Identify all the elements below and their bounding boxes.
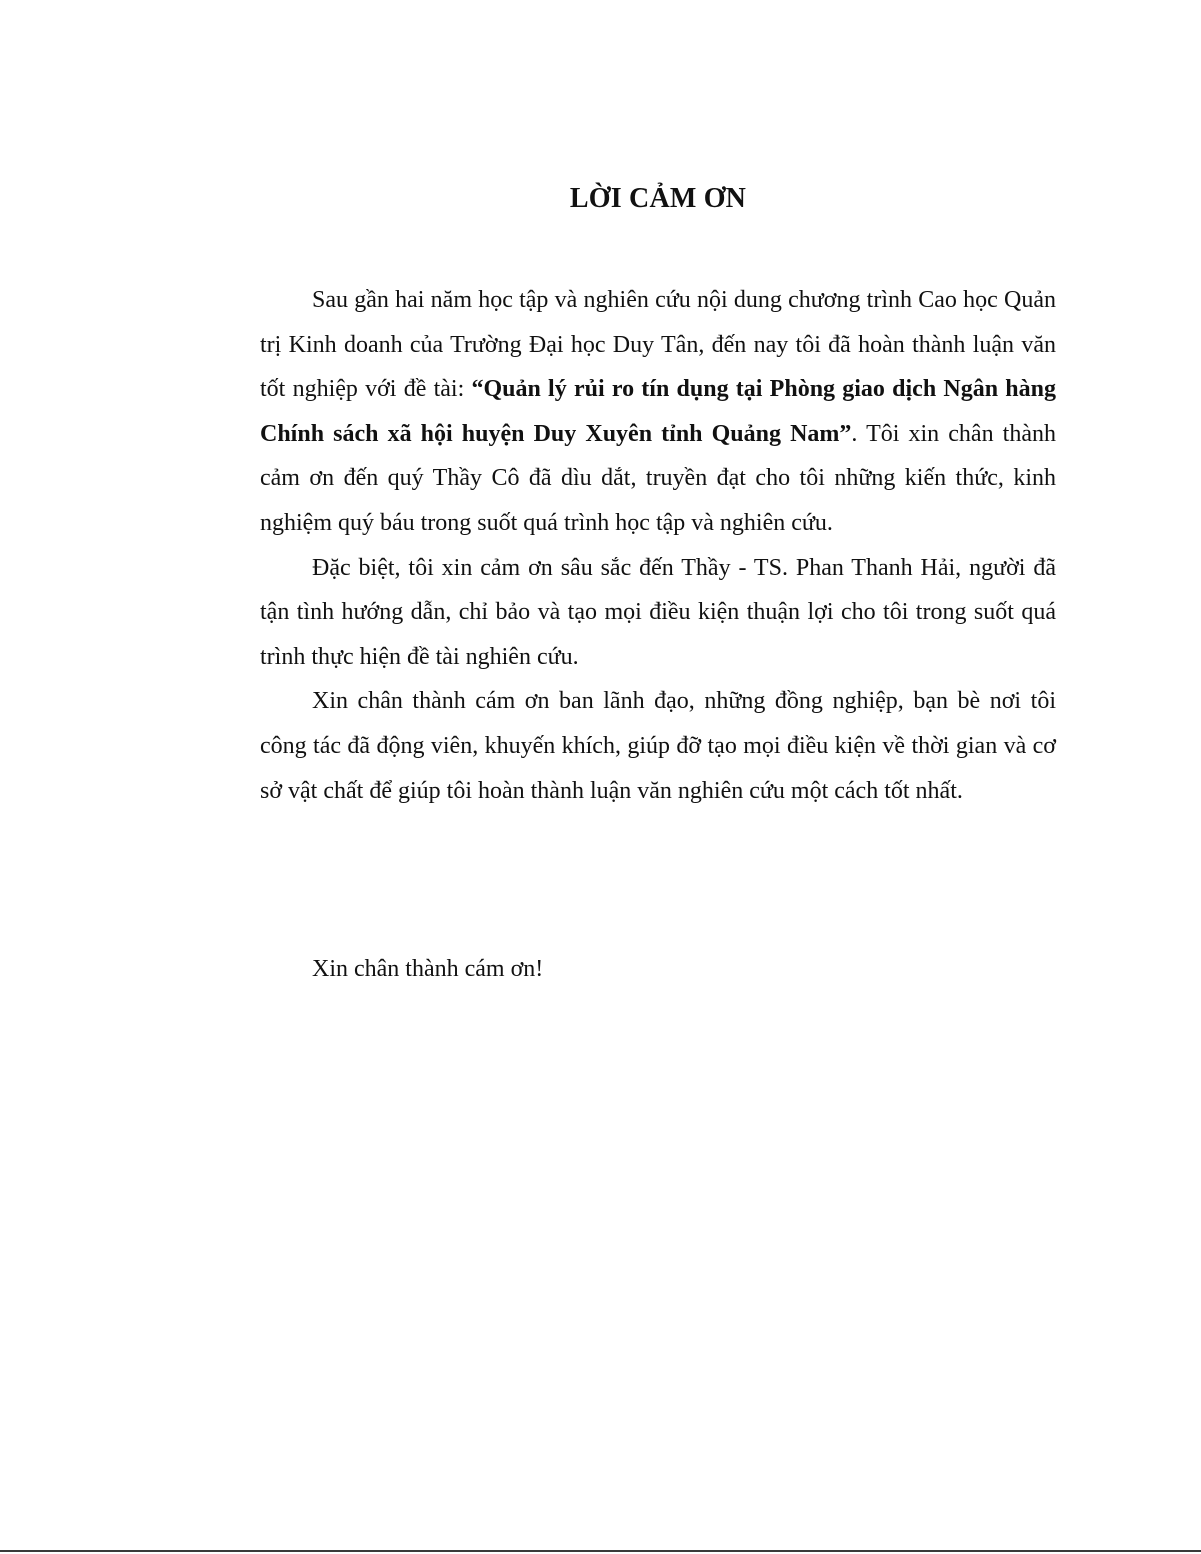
closing-line: Xin chân thành cám ơn!	[312, 956, 544, 982]
paragraph-advisor: Đặc biệt, tôi xin cảm ơn sâu sắc đến Thầy - TS. Phan Thanh Hải, người đã tận tình hướng dẫn, chỉ bảo và tạo mọi điều kiện thuận lợi cho tôi trong suốt quá trình thực hiện đề tài nghiên cứu.	[260, 554, 1056, 670]
paragraph-colleagues: Xin chân thành cám ơn ban lãnh đạo, những đồng nghiệp, bạn bè nơi tôi công tác đã động viên, khuyến khích, giúp đỡ tạo mọi điều kiện về thời gian và cơ sở vật chất để giúp tôi hoàn thành luận văn nghiên cứu một cách tốt nhất.	[260, 688, 1056, 804]
thesis-title: “Quản lý rủi ro tín dụng tại Phòng giao dịch Ngân hàng Chính sách xã hội huyện Duy Xuyên tỉnh Quảng Nam”	[260, 376, 1057, 447]
page-title: LỜI CẢM ƠN	[569, 183, 747, 214]
paragraph-intro-text-after: . Tôi xin chân thành cảm ơn đến quý Thầy Cô đã dìu dắt, truyền đạt cho tôi những kiến thức, kinh nghiệm quý báu trong suốt quá trình học tập và nghiên cứu.	[260, 420, 1056, 536]
acknowledgement-body	[260, 278, 1056, 813]
paragraph-intro	[260, 278, 1056, 546]
page-bottom-border	[0, 1550, 1201, 1552]
paragraph-intro-text-before: Sau gần hai năm học tập và nghiên cứu nội dung chương trình Cao học Quản trị Kinh doanh của Trường Đại học Duy Tân, đến nay tôi đã hoàn thành luận văn tốt nghiệp với đề tài:	[260, 287, 1056, 403]
